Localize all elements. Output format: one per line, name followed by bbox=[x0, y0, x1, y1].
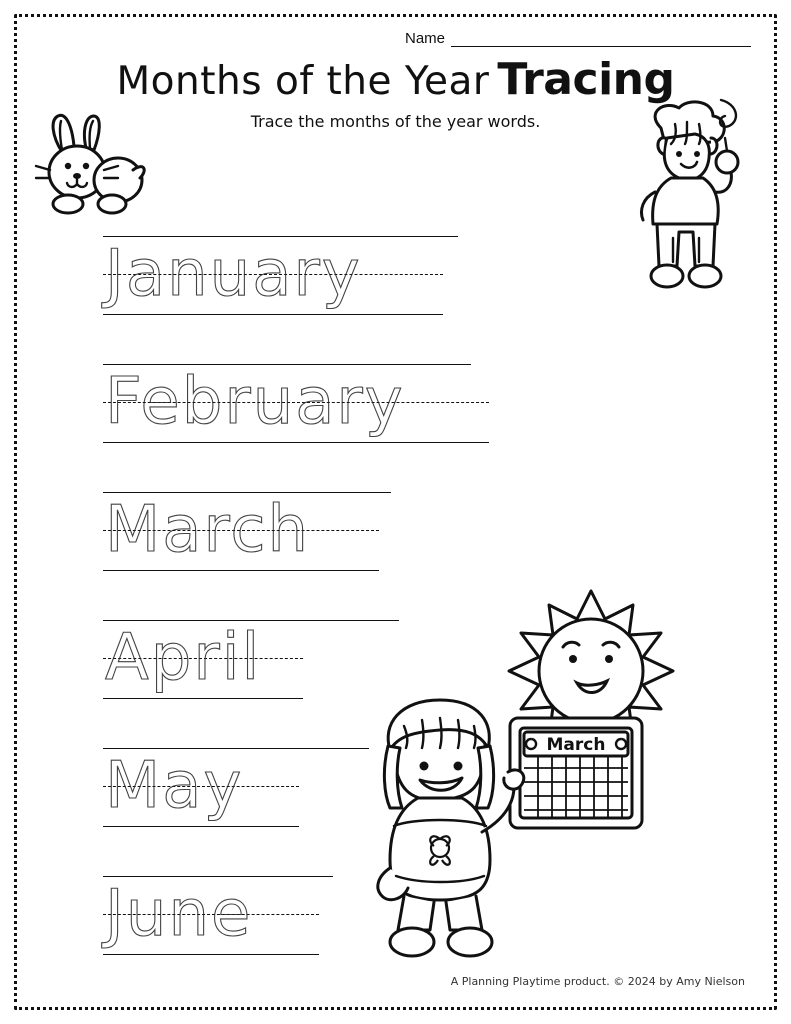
page-title-main: Months of the Year bbox=[116, 59, 490, 104]
trace-word[interactable]: June bbox=[105, 877, 253, 951]
trace-word[interactable]: April bbox=[105, 621, 262, 695]
kid-with-lollipop-icon bbox=[621, 98, 751, 308]
girl-with-calendar-icon bbox=[360, 690, 650, 970]
trace-word[interactable]: January bbox=[105, 237, 362, 311]
trace-row bbox=[95, 350, 515, 478]
name-field-row bbox=[405, 30, 751, 47]
calendar-month-label: March bbox=[546, 735, 606, 755]
trace-word[interactable]: May bbox=[105, 749, 244, 823]
page-title-accent: Tracing bbox=[497, 54, 675, 105]
trace-row bbox=[95, 478, 515, 606]
trace-row bbox=[95, 222, 515, 350]
name-label: Name bbox=[404, 30, 445, 47]
bunny-icon bbox=[32, 108, 150, 220]
trace-word[interactable]: February bbox=[105, 365, 405, 439]
footer-credit: A Planning Playtime product. © 2024 by Amy Nielson bbox=[450, 975, 745, 988]
name-input-line[interactable] bbox=[451, 30, 751, 47]
trace-word[interactable]: March bbox=[105, 493, 311, 567]
page-subtitle: Trace the months of the year words. bbox=[250, 112, 541, 131]
